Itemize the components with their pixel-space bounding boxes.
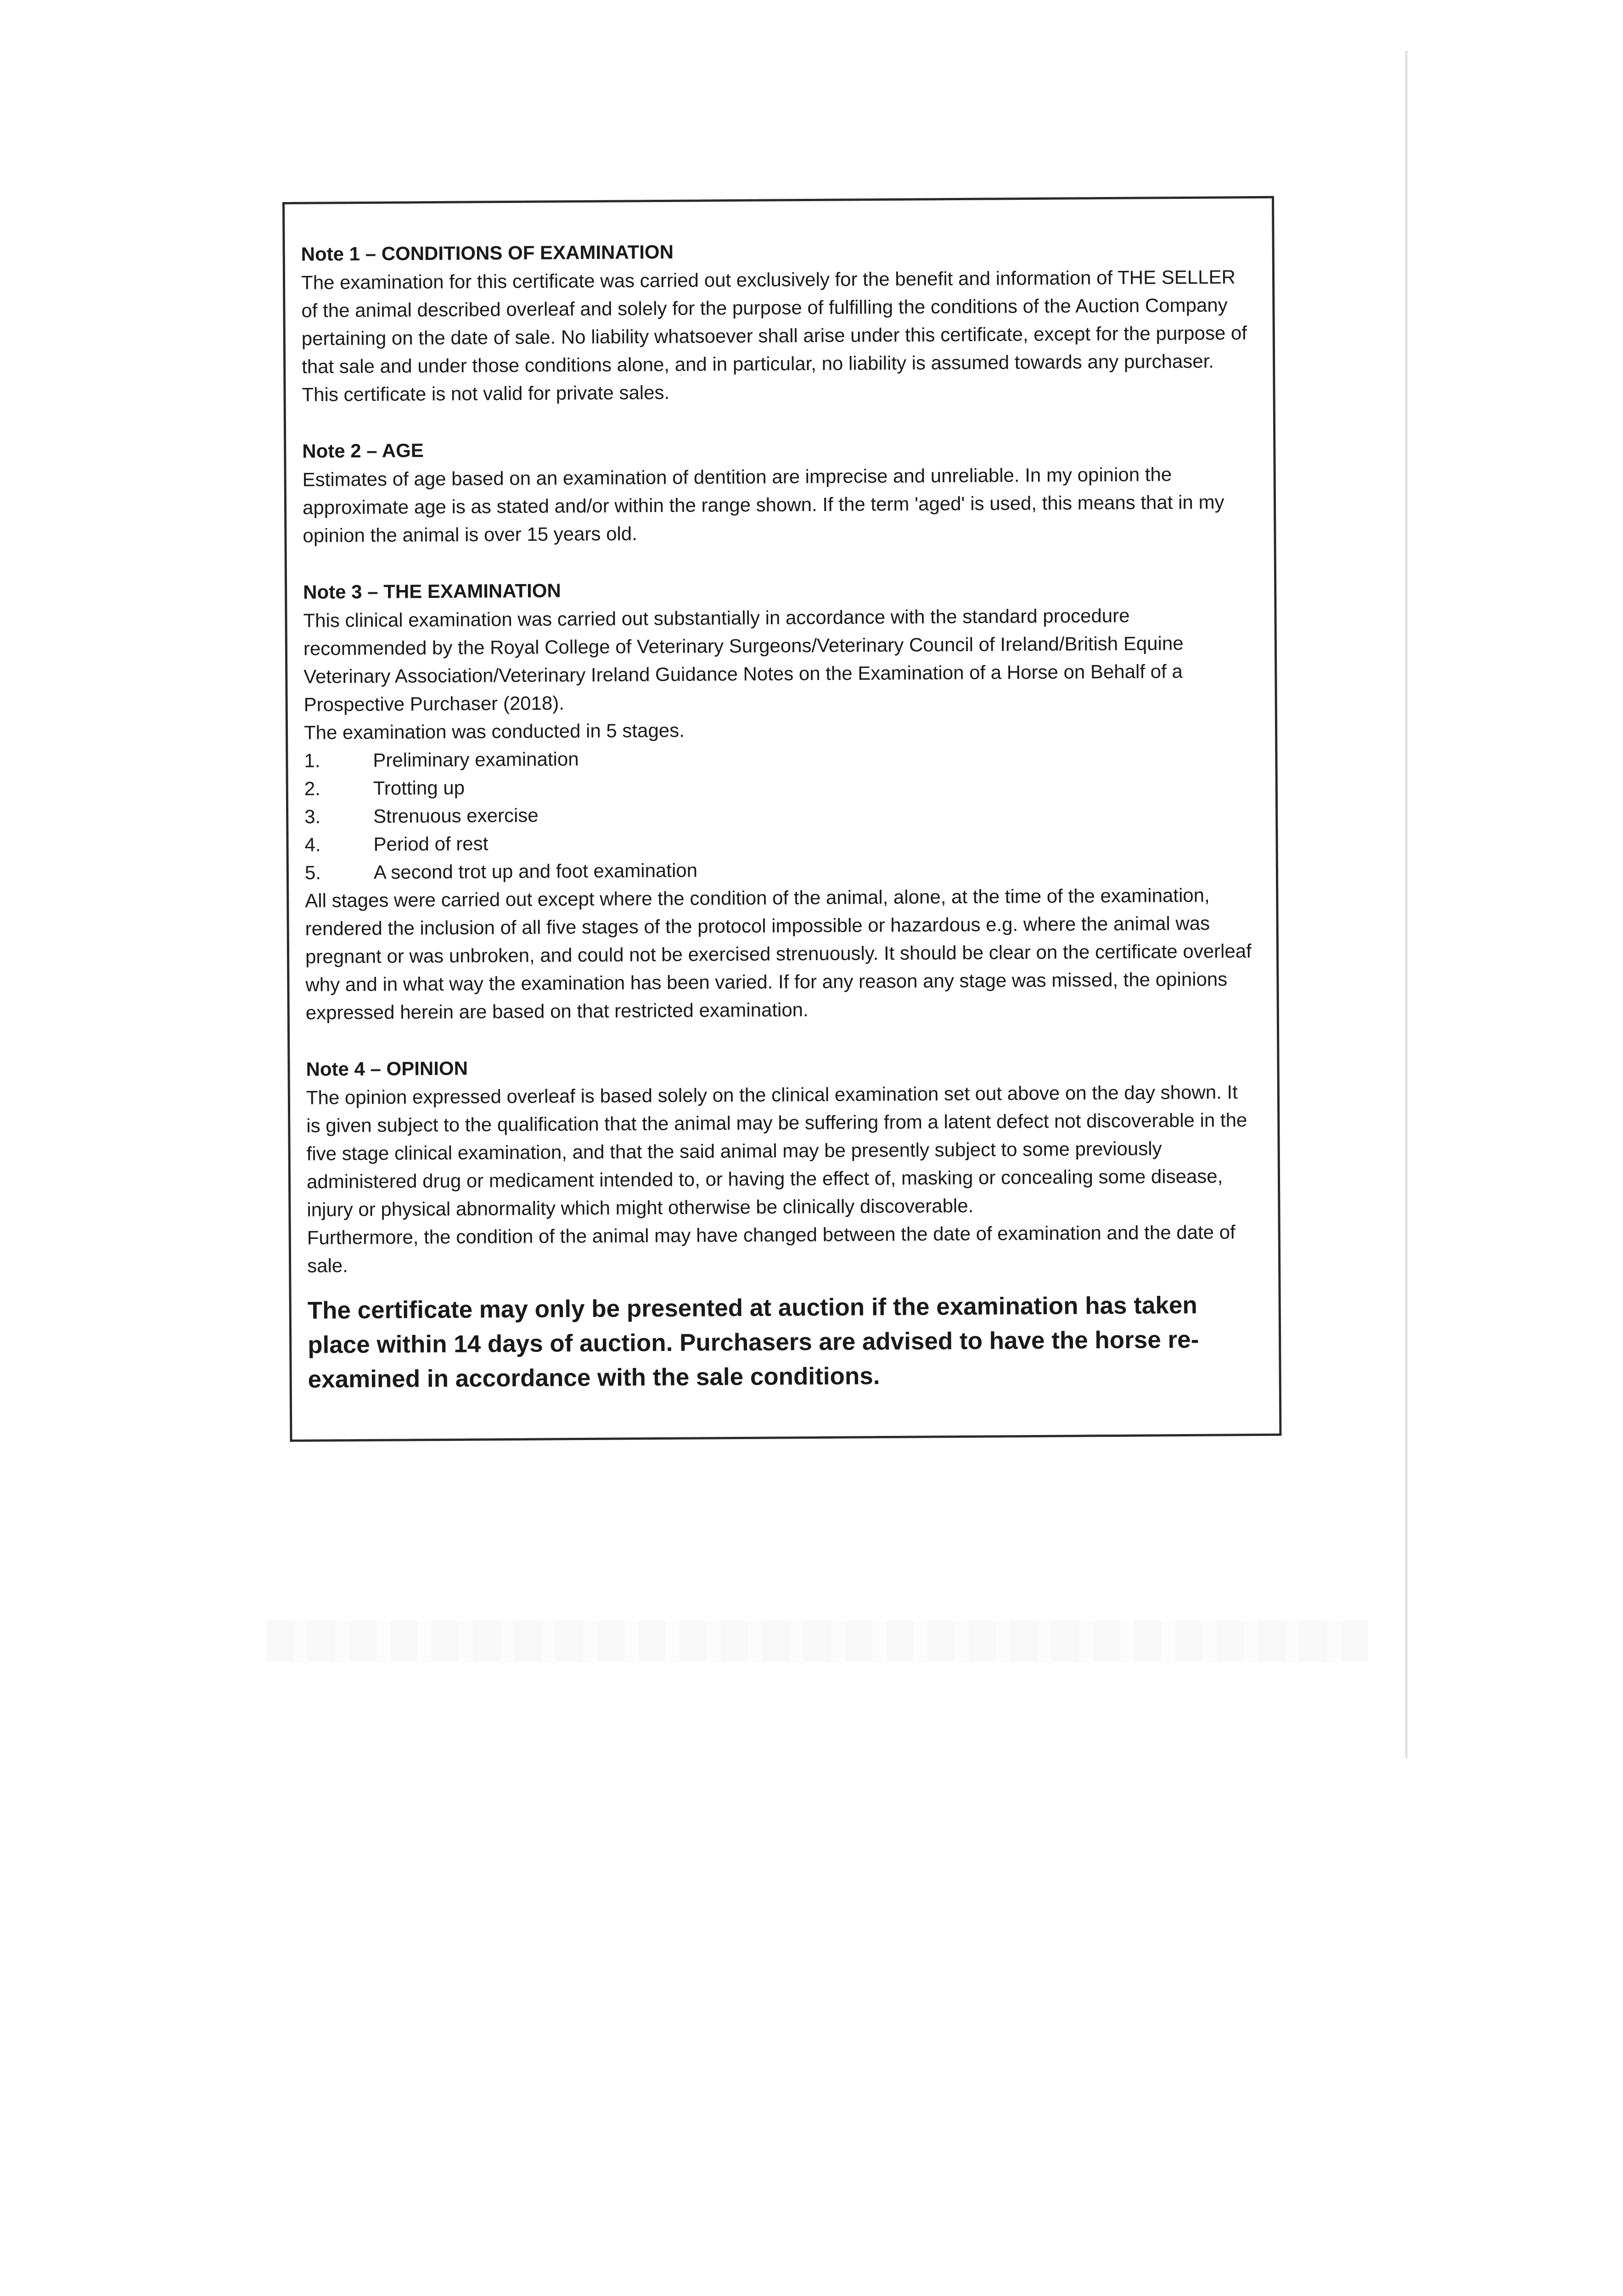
stage-number: 4. bbox=[304, 833, 321, 855]
stage-label: Strenuous exercise bbox=[373, 804, 539, 827]
show-through-text bbox=[266, 1621, 1368, 1662]
stage-label: Period of rest bbox=[373, 833, 489, 855]
note-2-title: Note 2 – AGE bbox=[302, 439, 424, 462]
stage-number: 2. bbox=[304, 777, 320, 799]
stage-label: Trotting up bbox=[373, 777, 465, 799]
stage-number: 5. bbox=[304, 861, 321, 884]
scan-page-edge bbox=[1405, 51, 1408, 1759]
stage-number: 1. bbox=[304, 749, 320, 771]
note-4-text: The opinion expressed overleaf is based solely on the clinical examination set out above on the day shown. It is given subject to the qualification that the animal may be suffering from a latent defect not discoverable in the five stage clinical examination, and that the said animal may be presently subject to some previously administered drug or medicament intended to, or having the effect of, masking or concealing some disease, injury or physical abnormality which might otherwise be clinically discoverable. bbox=[306, 1081, 1247, 1221]
note-opinion bbox=[306, 1049, 1255, 1280]
stage-number: 3. bbox=[304, 805, 321, 827]
note-3-intro: This clinical examination was carried out substantially in accordance with the standard procedure recommended by the Royal College of Veterinary Surgeons/Veterinary Council of Ireland/British Equine Veterinary Association/Veterinary Ireland Guidance Notes on the Examination of a Horse on Behalf of a Prospective Purchaser (2018). bbox=[303, 604, 1184, 715]
closing-statement: The certificate may only be presented at auction if the examination has taken place within 14 days of auction. Purchasers are advised to have the horse re-examined in accordance with the sale conditions. bbox=[307, 1291, 1199, 1393]
note-3-outro: All stages were carried out except where the condition of the animal, alone, at the time of the examination, rendered the inclusion of all five stages of the protocol impossible or hazardous e.g. where the animal was pregnant or was unbroken, and could not be exercised strenuously. It should be clear on the certificate overleaf why and in what way the examination has been varied. If for any reason any stage was missed, the opinions expressed herein are based on that restricted examination. bbox=[305, 884, 1252, 1024]
note-3-stages-intro: The examination was conducted in 5 stages. bbox=[303, 719, 685, 743]
note-conditions-of-examination bbox=[301, 234, 1250, 409]
examination-notes-box bbox=[282, 196, 1281, 1442]
note-4-title: Note 4 – OPINION bbox=[306, 1057, 468, 1080]
note-1-title: Note 1 – CONDITIONS OF EXAMINATION bbox=[301, 241, 674, 265]
note-4-furthermore: Furthermore, the condition of the animal may have changed between the date of examination and the date of sale. bbox=[307, 1221, 1236, 1277]
note-3-title: Note 3 – THE EXAMINATION bbox=[303, 580, 561, 603]
note-age bbox=[302, 431, 1251, 550]
stage-label: Preliminary examination bbox=[373, 748, 579, 771]
note-1-text: The examination for this certificate was carried out exclusively for the benefit and information of THE SELLER of the animal described overleaf and solely for the purpose of fulfilling the conditions of the Auction Company pertaining on the date of sale. No liability whatsoever shall arise under this certificate, except for the purpose of that sale and under those conditions alone, and in particular, no liability is assumed towards any purchaser. This certificate is not valid for private sales. bbox=[301, 266, 1247, 405]
stage-label: A second trot up and foot examination bbox=[373, 859, 698, 883]
note-the-examination bbox=[303, 572, 1254, 1027]
note-2-text: Estimates of age based on an examination of dentition are imprecise and unreliable. In my opinion the approximate age is as stated and/or within the range shown. If the term 'aged' is used, this means that in my opinion the animal is over 15 years old. bbox=[302, 463, 1224, 546]
examination-stage-list bbox=[304, 741, 1253, 887]
